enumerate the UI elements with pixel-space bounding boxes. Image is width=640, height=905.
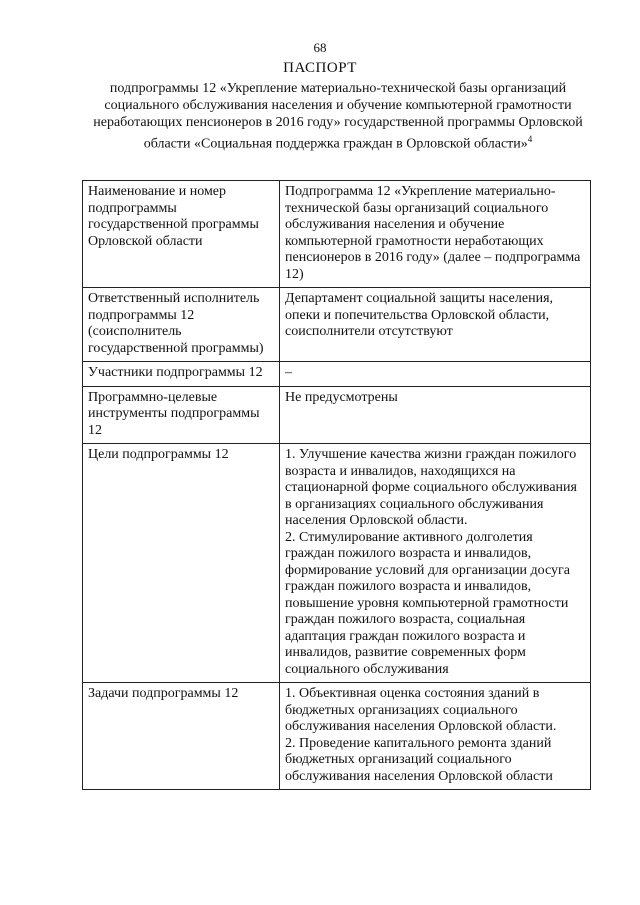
- value-paragraph: 2. Проведение капитального ремонта зданий бюджетных организаций социального обслуживания населения Орловской области: [285, 735, 553, 784]
- table-row: [83, 362, 591, 387]
- value-paragraph: Подпрограмма 12 «Укрепление материально-технической базы организаций социального обслуживания населения и обучение компьютерной грамотности неработающих пенсионеров в 2016 году» (далее – подпрограмма 12): [285, 184, 581, 282]
- value-paragraph: 1. Улучшение качества жизни граждан пожилого возраста и инвалидов, находящихся на стационарной форме социального обслуживания в организациях социального обслуживания населения Орловской области.: [285, 447, 577, 528]
- row-value: [280, 362, 591, 387]
- row-label: Ответственный исполнитель подпрограммы 12 (соисполнитель государственной программы): [83, 288, 280, 362]
- table-row: [83, 444, 591, 683]
- row-label: Задачи подпрограммы 12: [83, 683, 280, 790]
- value-paragraph: Департамент социальной защиты населения, опеки и попечительства Орловской области, соисполнители отсутствуют: [285, 291, 554, 339]
- row-label: Цели подпрограммы 12: [83, 444, 280, 683]
- value-paragraph: 2. Стимулирование активного долголетия граждан пожилого возраста и инвалидов, формирование условий для организации досуга граждан пожилого возраста и инвалидов, повышение уровня компьютерной грамотности граждан пожилого возраста, социальная адаптация граждан пожилого возраста и инвалидов, развитие современных форм социального обслуживания: [285, 529, 571, 677]
- value-paragraph: –: [285, 365, 292, 380]
- table-row: [83, 181, 591, 288]
- table-row: [83, 386, 591, 444]
- row-value: [280, 288, 591, 362]
- passport-title: ПАСПОРТ: [283, 60, 357, 76]
- table-row: [83, 288, 591, 362]
- row-value: [280, 683, 591, 790]
- row-value: [280, 444, 591, 683]
- value-paragraph: 1. Объективная оценка состояния зданий в бюджетных организациях социального обслуживания населения Орловской области.: [285, 686, 557, 734]
- value-paragraph: Не предусмотрены: [285, 389, 398, 405]
- passport-subtitle: [88, 80, 588, 153]
- row-value: [280, 386, 591, 444]
- row-value: [280, 181, 591, 288]
- row-label: Наименование и номер подпрограммы государственной программы Орловской области: [83, 181, 280, 288]
- passport-table: [82, 180, 591, 790]
- page-number: 68: [313, 40, 327, 55]
- table-row: [83, 683, 591, 790]
- footnote-mark: 4: [527, 134, 533, 144]
- row-label: Программно-целевые инструменты подпрограммы 12: [83, 386, 280, 444]
- subtitle-text: подпрограммы 12 «Укрепление материально-технической базы организаций социального обслуживания населения и обучение компьютерной грамотности неработающих пенсионеров в 2016 году» государственной программы Орловской области «Социальная поддержка граждан в Орловской области»: [93, 81, 583, 152]
- row-label: Участники подпрограммы 12: [83, 362, 280, 387]
